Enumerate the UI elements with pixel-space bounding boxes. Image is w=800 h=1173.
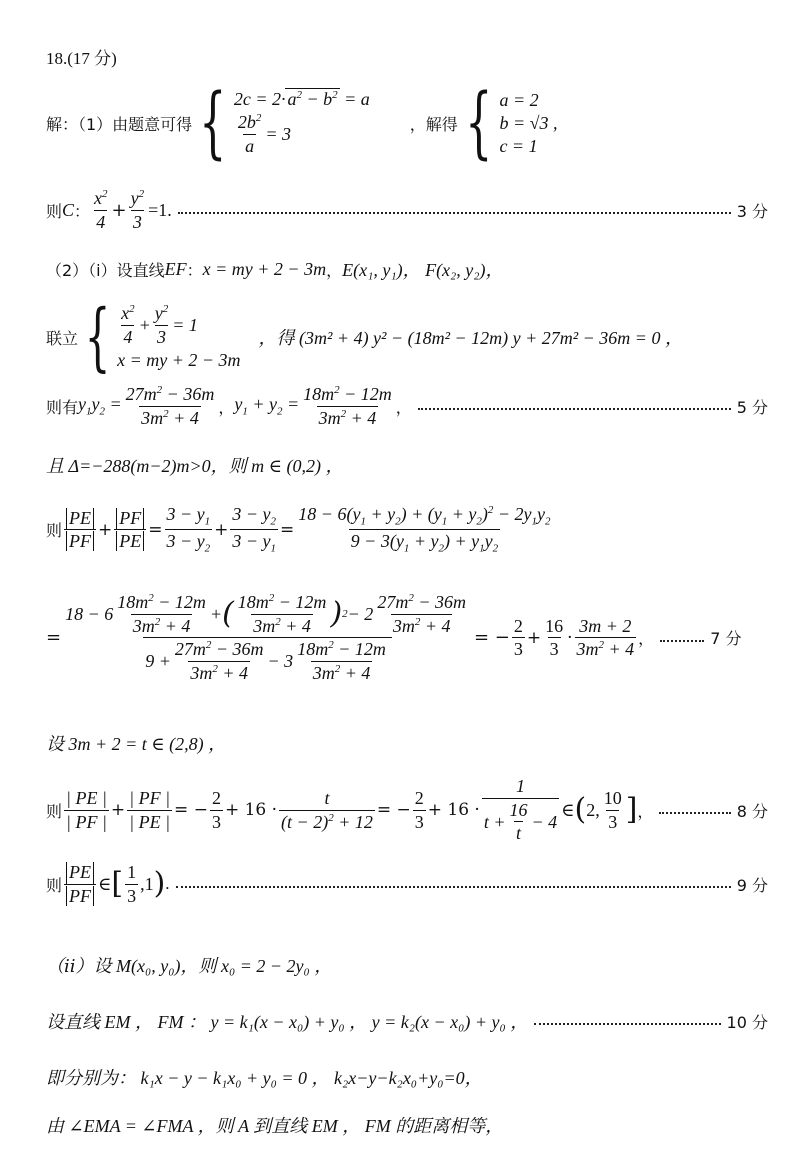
score-mark: 10 分 [726,1012,768,1032]
score-mark: 7 分 [710,629,742,649]
score-mark: 9 分 [736,875,768,895]
t-expression-line: 则 $\frac{| PE |}{| PF |}$ + $\frac{| PF |}{| PE |}$ = − $\frac{2}{3}$ + 16 · $\frac{t}{(t - 2)^2 + 12}$ = − $\frac{2}{3}$ + 16 · 1 t + $\frac{16}{t}$ − 4 ∈ ( 2, $\frac{10}{3}$ ] ， 8 分 [46,776,768,844]
delta-line: 且 Δ=−288(m−2)m>0，则 m ∈ (0,2) ， [46,456,344,476]
problem-title: 18.(17 分) [46,49,117,68]
line-ef-setup: （2）（ⅰ）设直线 EF ： x = my + 2 − 3m ， E(x₁, y₁)， F(x₂, y₂)， [46,258,504,280]
part1-system-line: 解：（1）由题意可得 { $2c = 2\cdot a^2 - b^2 = a$ $\frac{2b^2}{a}$ = 3 ，解得 { a = 2 b = √3 , c = 1 [46,78,558,168]
score-mark: 5 分 [736,397,768,417]
part2-ii-intro: （ⅱ）设 M(x₀, y₀)，则 x₀ = 2 − 2y₀ ， [46,956,333,976]
ratio-expression-line: 则 $\frac{PE}{PF}$ + $\frac{PF}{PE}$ = $\frac{3 - y_1}{3 - y_2}$ + $\frac{3 - y_2}{3 - y_1}$ = $\frac{18 - 6(y_1 + y_2) + (y_1 + y_2)^2 - 2y_1y_2}{9 - 3(y_1 + y_2) + y_1y_2}$ [46,504,551,555]
vieta-line: 则有 $y_1y_2$ = $\frac{27m^2 - 36m}{3m^2 + 4}$ ， $y_1 + y_2$ = $\frac{18m^2 - 12m}{3m^2 + 4}$ ， 5 分 [46,384,768,428]
substitution-line: 设 3m + 2 = t ∈ (2,8) ， [46,734,227,754]
substituted-expression-line: = 18 − 6 $\frac{18m^2 - 12m}{3m^2 + 4}$ + ( $\frac{18m^2 - 12m}{3m^2 + 4}$ ) 2 − 2 $\frac{27m^2 - 36m}{3m^2 + 4}$ 9 + $\frac{27m^2 - 36m}{3m^2 + 4}$ − 3 $\frac{18m^2 - 12m}{3m^2 + 4}$ = − $\frac{2}{3}$ + $\frac{16}{3}$ · $\frac{3m + 2}{3m^2 + 4}$ ， 7 分 [46,592,742,684]
general-form-line: 即分别为： k₁x − y − k₁x₀ + y₀ = 0 ， k₂x−y−k₂x₀+y₀=0， [46,1068,483,1088]
combine-system-line: 联立 { $\frac{x^2}{4}$ + $\frac{y^2}{3}$ = 1 x = my + 2 − 3m ，得 (3m² + 4) y² − (18m² − 12m) y + 27m² − 36m = 0 ， [46,294,683,380]
final-range-line: 则 $\frac{PE}{PF}$ ∈ [ $\frac{1}{3}$ ,1 ) . 9 分 [46,862,768,906]
ellipse-equation-line: 则 C ： $\frac{x^2}{4}$ + $\frac{y^2}{3}$ =1. 3 分 [46,188,768,232]
score-mark: 8 分 [736,801,768,821]
solution-values: a = 2 b = √3 , c = 1 [499,89,558,156]
lines-em-fm: 设直线 EM ， FM ： y = k₁(x − x₀) + y₀ ， y = k₂(x − x₀) + y₀ ， 10 分 [46,1008,768,1034]
equation-system: $2c = 2\cdot a^2 - b^2 = a$ $\frac{2b^2}{a}$ = 3 [233,89,370,156]
score-mark: 3 分 [736,201,768,221]
distance-line: 由 ∠EMA = ∠FMA ，则 A 到直线 EM ， FM 的距离相等， [46,1116,504,1136]
